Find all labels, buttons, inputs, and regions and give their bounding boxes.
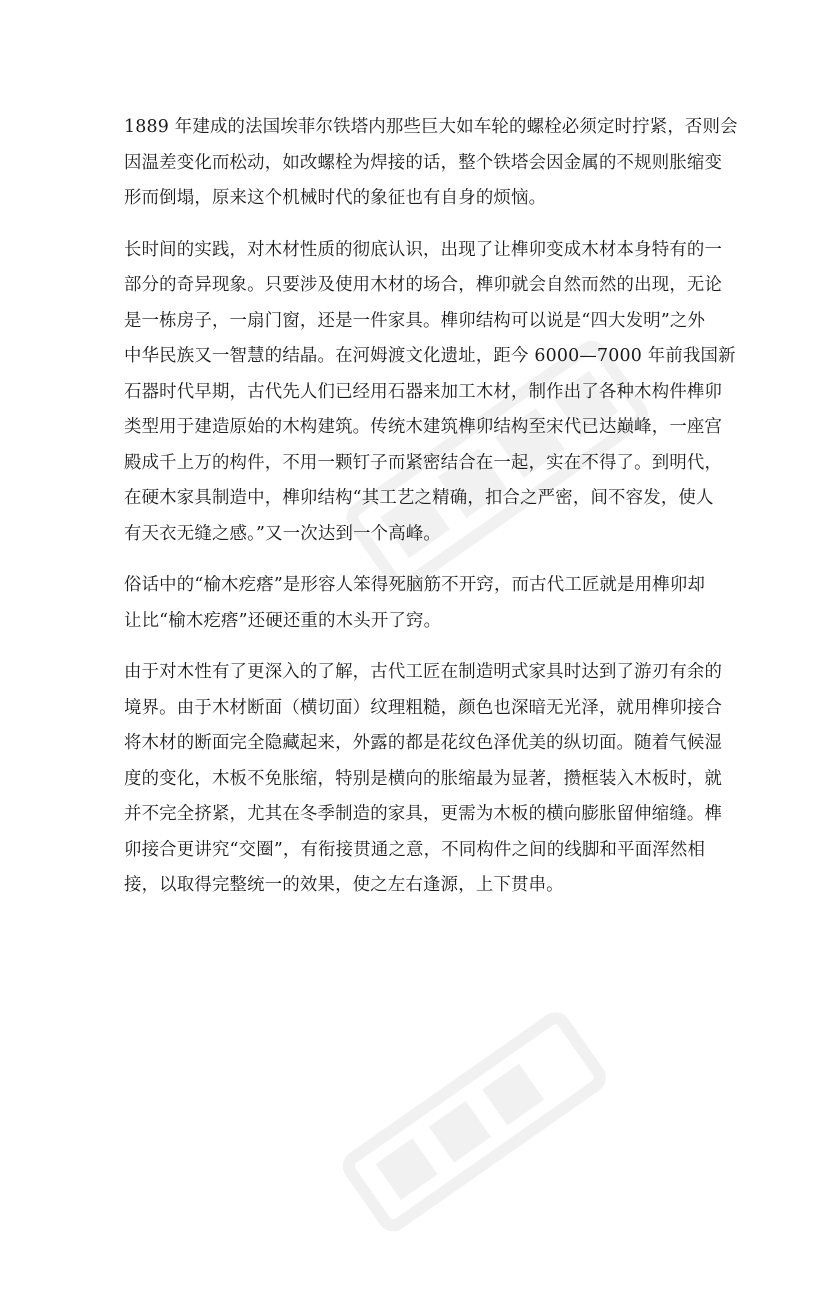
- text-line: 石器时代早期，古代先人们已经用石器来加工木材，制作出了各种木构件榫卯: [124, 381, 723, 402]
- text-line: 长时间的实践，对木材性质的彻底认识，出现了让榫卯变成木材本身特有的一: [124, 239, 723, 260]
- paragraph-3: [124, 568, 714, 639]
- watermark-graphic-bottom: [300, 962, 660, 1298]
- text-line: 在硬木家具制造中，榫卯结构“其工艺之精确，扣合之严密，间不容发，使人: [124, 488, 714, 508]
- paragraph-1: [124, 110, 738, 217]
- text-line: 将木材的断面完全隐藏起来，外露的都是花纹色泽优美的纵切面。随着气候湿: [124, 733, 723, 753]
- text-line: 有天衣无缝之感。”又一次达到一个高峰。: [124, 523, 442, 544]
- text-line: 殿成千上万的构件，不用一颗钉子而紧密结合在一起，实在不得了。到明代，: [124, 452, 723, 473]
- text-line: 类型用于建造原始的木构建筑。传统木建筑榫卯结构至宋代已达巅峰，一座宫: [124, 417, 723, 437]
- paragraph-2: [124, 233, 736, 553]
- text-line: 并不完全挤紧，尤其在冬季制造的家具，更需为木板的横向膨胀留伸缩缝。榫: [124, 804, 723, 824]
- text-line: 让比“榆木疙瘩”还硬还重的木头开了窍。: [124, 610, 442, 631]
- text-line: 由于对木性有了更深入的了解，古代工匠在制造明式家具时达到了游刃有余的: [124, 662, 723, 682]
- text-line: 1889 年建成的法国埃菲尔铁塔内那些巨大如车轮的螺栓必须定时拧紧，否则会: [124, 117, 738, 137]
- text-line: 境界。由于木材断面（横切面）纹理粗糙，颜色也深暗无光泽，就用榫卯接合: [124, 697, 723, 718]
- text-line: 因温差变化而松动，如改螺栓为焊接的话，整个铁塔会因金属的不规则胀缩变: [124, 152, 723, 173]
- text-line: 形而倒塌，原来这个机械时代的象征也有自身的烦恼。: [124, 188, 547, 208]
- text-line: 是一栋房子，一扇门窗，还是一件家具。榫卯结构可以说是“四大发明”之外: [124, 310, 706, 331]
- text-line: 卯接合更讲究“交圈”，有衔接贯通之意，不同构件之间的线脚和平面浑然相: [124, 839, 706, 860]
- text-line: 中华民族又一智慧的结晶。在河姆渡文化遗址，距今 6000—7000 年前我国新: [124, 346, 736, 366]
- text-line: 接，以取得完整统一的效果，使之左右逢源，上下贯串。: [124, 875, 564, 895]
- text-line: 度的变化，木板不免胀缩，特别是横向的胀缩最为显著，攒框装入木板时，就: [124, 768, 723, 789]
- document-body: [124, 110, 738, 920]
- text-line: 俗话中的“榆木疙瘩”是形容人笨得死脑筋不开窍，而古代工匠就是用榫卯却: [124, 575, 706, 595]
- paragraph-4: [124, 655, 723, 904]
- text-line: 部分的奇异现象。只要涉及使用木材的场合，榫卯就会自然而然的出现，无论: [124, 275, 723, 295]
